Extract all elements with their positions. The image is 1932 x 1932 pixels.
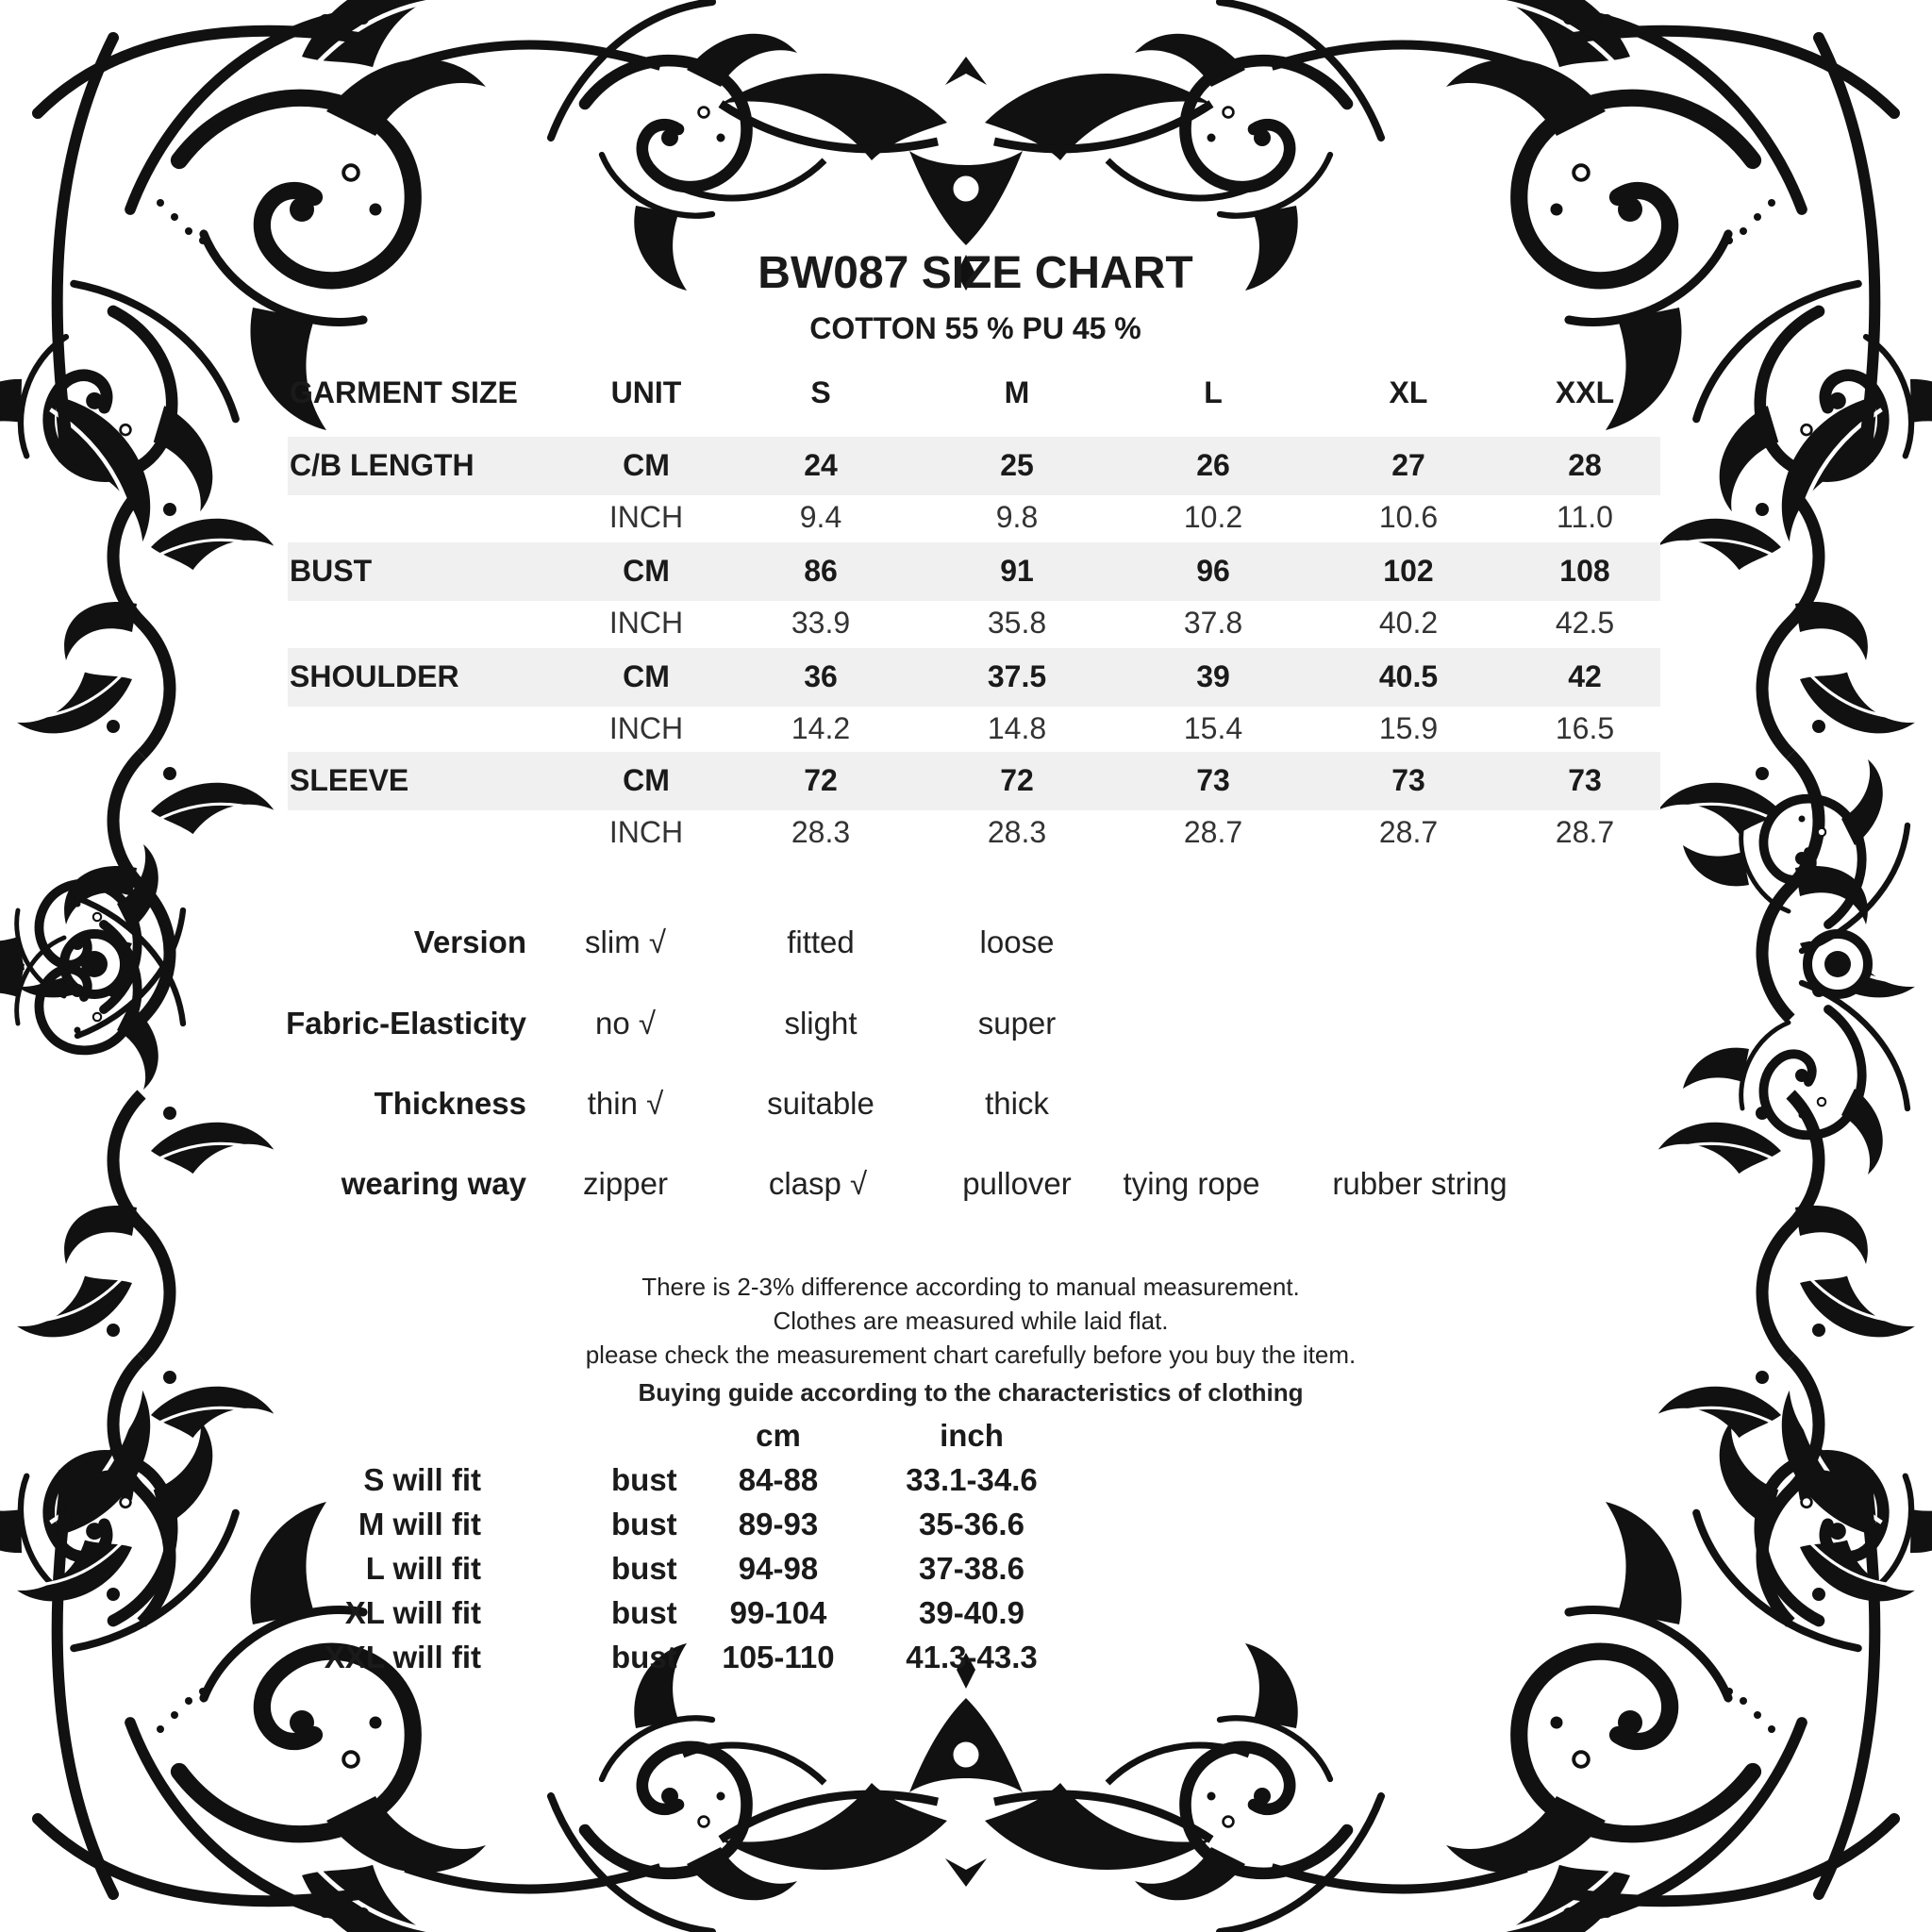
guide-cm: 84-88 bbox=[738, 1462, 819, 1497]
value-cell: 9.4 bbox=[799, 500, 842, 534]
attribute-row bbox=[0, 1086, 1932, 1133]
measure-label: SLEEVE bbox=[290, 763, 409, 797]
note-line: Clothes are measured while laid flat. bbox=[773, 1307, 1169, 1335]
value-cell: 91 bbox=[1000, 554, 1034, 588]
guide-col-cm: cm bbox=[756, 1418, 801, 1453]
attribute-option: suitable bbox=[767, 1086, 874, 1121]
attribute-name: Fabric-Elasticity bbox=[286, 1006, 526, 1041]
attribute-row bbox=[0, 1006, 1932, 1053]
guide-cm: 99-104 bbox=[729, 1595, 827, 1630]
unit-cell: INCH bbox=[608, 606, 684, 640]
guide-row bbox=[0, 1640, 1932, 1683]
unit-cell: INCH bbox=[608, 815, 684, 849]
table-header bbox=[0, 375, 1932, 423]
attribute-option: no √ bbox=[595, 1006, 656, 1041]
table-row bbox=[0, 659, 1932, 707]
value-cell: 15.9 bbox=[1378, 711, 1439, 745]
value-cell: 39 bbox=[1196, 659, 1230, 693]
attribute-option: slight bbox=[784, 1006, 858, 1041]
guide-inch: 37-38.6 bbox=[919, 1551, 1024, 1586]
value-cell: 28.7 bbox=[1555, 815, 1615, 849]
fabric-composition: COTTON 55 % PU 45 % bbox=[809, 311, 1141, 345]
guide-size: S will fit bbox=[363, 1462, 481, 1497]
guide-row bbox=[0, 1551, 1932, 1594]
value-cell: 37.8 bbox=[1183, 606, 1243, 640]
unit-cell: CM bbox=[623, 659, 670, 693]
value-cell: 40.5 bbox=[1378, 659, 1439, 693]
attribute-name: wearing way bbox=[341, 1166, 526, 1201]
header-size-s: S bbox=[810, 375, 831, 409]
value-cell: 9.8 bbox=[995, 500, 1039, 534]
attribute-option: fitted bbox=[787, 924, 855, 959]
guide-row bbox=[0, 1462, 1932, 1506]
value-cell: 15.4 bbox=[1183, 711, 1243, 745]
attribute-name: Thickness bbox=[374, 1086, 526, 1121]
guide-size: L will fit bbox=[365, 1551, 481, 1586]
value-cell: 42 bbox=[1568, 659, 1602, 693]
unit-cell: CM bbox=[623, 554, 670, 588]
unit-cell: INCH bbox=[608, 711, 684, 745]
header-size-m: M bbox=[1004, 375, 1030, 409]
guide-header bbox=[0, 1418, 1932, 1461]
note-line: please check the measurement chart carefully before you buy the item. bbox=[585, 1341, 1357, 1369]
attribute-option: super bbox=[977, 1006, 1057, 1041]
attribute-row bbox=[0, 924, 1932, 972]
table-row bbox=[0, 606, 1932, 653]
attribute-option: clasp √ bbox=[768, 1166, 868, 1201]
value-cell: 14.8 bbox=[987, 711, 1047, 745]
guide-part: bust bbox=[611, 1462, 677, 1497]
attribute-option: slim √ bbox=[585, 924, 666, 959]
header-garment-size: GARMENT SIZE bbox=[290, 375, 518, 409]
guide-row bbox=[0, 1595, 1932, 1639]
table-row bbox=[0, 815, 1932, 862]
table-row bbox=[0, 500, 1932, 547]
value-cell: 96 bbox=[1196, 554, 1230, 588]
table-row bbox=[0, 711, 1932, 758]
note-line: There is 2-3% difference according to manual measurement. bbox=[641, 1273, 1300, 1301]
value-cell: 86 bbox=[804, 554, 838, 588]
value-cell: 40.2 bbox=[1378, 606, 1439, 640]
guide-size: M will fit bbox=[358, 1507, 481, 1541]
attribute-row bbox=[0, 1166, 1932, 1213]
attribute-option: tying rope bbox=[1123, 1166, 1260, 1201]
table-row bbox=[0, 448, 1932, 495]
table-row bbox=[0, 763, 1932, 810]
guide-inch: 41.3-43.3 bbox=[906, 1640, 1038, 1674]
value-cell: 28 bbox=[1568, 448, 1602, 482]
value-cell: 28.3 bbox=[987, 815, 1047, 849]
attribute-option: pullover bbox=[962, 1166, 1072, 1201]
value-cell: 42.5 bbox=[1555, 606, 1615, 640]
value-cell: 36 bbox=[804, 659, 838, 693]
guide-cm: 94-98 bbox=[738, 1551, 819, 1586]
attribute-option: thin √ bbox=[587, 1086, 664, 1121]
header-size-l: L bbox=[1204, 375, 1223, 409]
attribute-option: thick bbox=[985, 1086, 1049, 1121]
measure-label: BUST bbox=[290, 554, 373, 588]
value-cell: 10.6 bbox=[1378, 500, 1439, 534]
unit-cell: CM bbox=[623, 448, 670, 482]
value-cell: 73 bbox=[1391, 763, 1425, 797]
value-cell: 35.8 bbox=[987, 606, 1047, 640]
guide-part: bust bbox=[611, 1640, 677, 1674]
value-cell: 28.7 bbox=[1183, 815, 1243, 849]
guide-part: bust bbox=[611, 1551, 677, 1586]
value-cell: 28.3 bbox=[791, 815, 851, 849]
guide-inch: 33.1-34.6 bbox=[906, 1462, 1038, 1497]
measure-label: C/B LENGTH bbox=[290, 448, 475, 482]
value-cell: 28.7 bbox=[1378, 815, 1439, 849]
table-row bbox=[0, 554, 1932, 601]
value-cell: 16.5 bbox=[1555, 711, 1615, 745]
value-cell: 108 bbox=[1559, 554, 1610, 588]
guide-row bbox=[0, 1507, 1932, 1550]
header-size-xl: XL bbox=[1389, 375, 1428, 409]
attribute-option: loose bbox=[979, 924, 1055, 959]
unit-cell: INCH bbox=[608, 500, 684, 534]
value-cell: 25 bbox=[1000, 448, 1034, 482]
attribute-option: rubber string bbox=[1332, 1166, 1507, 1201]
measure-label: SHOULDER bbox=[290, 659, 459, 693]
guide-cm: 89-93 bbox=[738, 1507, 819, 1541]
page-title: BW087 SIZE CHART bbox=[758, 248, 1193, 298]
value-cell: 11.0 bbox=[1557, 500, 1613, 534]
value-cell: 26 bbox=[1196, 448, 1230, 482]
guide-part: bust bbox=[611, 1507, 677, 1541]
value-cell: 72 bbox=[804, 763, 838, 797]
buying-guide-title: Buying guide according to the characteristics of clothing bbox=[638, 1378, 1304, 1407]
guide-cm: 105-110 bbox=[722, 1640, 835, 1674]
header-unit: UNIT bbox=[610, 375, 682, 409]
value-cell: 73 bbox=[1196, 763, 1230, 797]
guide-size: XXL will fit bbox=[324, 1640, 481, 1674]
value-cell: 72 bbox=[1000, 763, 1034, 797]
unit-cell: CM bbox=[623, 763, 670, 797]
value-cell: 24 bbox=[804, 448, 838, 482]
guide-part: bust bbox=[611, 1595, 677, 1630]
value-cell: 33.9 bbox=[791, 606, 851, 640]
value-cell: 27 bbox=[1391, 448, 1425, 482]
guide-col-inch: inch bbox=[940, 1418, 1004, 1453]
guide-inch: 35-36.6 bbox=[919, 1507, 1024, 1541]
attribute-name: Version bbox=[413, 924, 526, 959]
value-cell: 14.2 bbox=[791, 711, 851, 745]
value-cell: 102 bbox=[1383, 554, 1434, 588]
value-cell: 37.5 bbox=[987, 659, 1047, 693]
guide-size: XL will fit bbox=[344, 1595, 481, 1630]
attribute-option: zipper bbox=[583, 1166, 668, 1201]
header-size-xxl: XXL bbox=[1555, 375, 1615, 409]
value-cell: 10.2 bbox=[1183, 500, 1243, 534]
value-cell: 73 bbox=[1568, 763, 1602, 797]
guide-inch: 39-40.9 bbox=[919, 1595, 1024, 1630]
